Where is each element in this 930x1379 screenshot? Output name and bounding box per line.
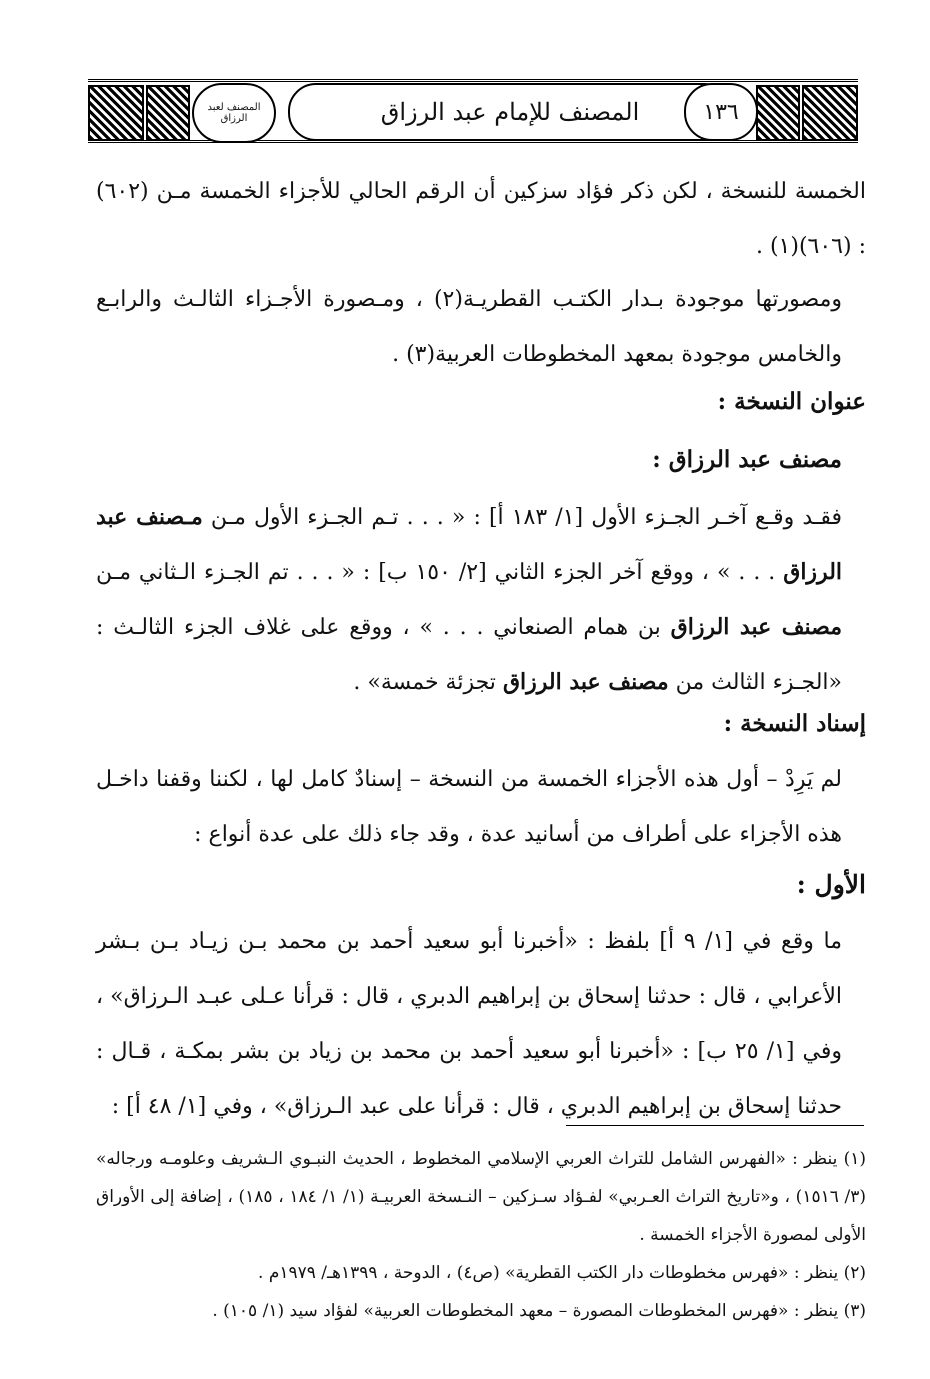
paragraph-title-section — [96, 490, 866, 710]
paragraph-2 — [96, 272, 866, 382]
heading-first — [96, 870, 866, 899]
subheading-musannaf-text: مصنف عبد الرزاق : — [652, 446, 842, 473]
ornament-left-inner-icon — [146, 85, 190, 141]
footnote-2: (٢) ينظر : «فهرس مخطوطات دار الكتب القطرية» (ص٤) ، الدوحة ، ١٣٩٩هـ/ ١٩٧٩م . — [258, 1263, 866, 1283]
title-section-part-3: بن همام الصنعاني . . . » ، ووقع على غلاف الجزء الثالـث : «الجـزء الثالث من — [96, 615, 842, 695]
ornament-left-icon — [88, 85, 144, 141]
title-section-part-4: تجزئة خمسة» . — [353, 670, 503, 695]
paragraph-first-text: ما وقع في [١/ ٩ أ] بلفظ : «أخبرنا أبو سعيد أحمد بن محمد بـن زيـاد بـن بـشر الأعرابي ، قال : حدثنا إسحاق بن إبراهيم الدبري ، قال : قرأنا عـلى عبـد الـرزاق» ، وفي [١/ ٢٥ ب] : «أخبرنا أبو سعيد أحمد بن محمد بن زياد بن بشر بمكـة ، قـال : حدثنا إسحاق بن إبراهيم الدبري ، قال : قرأنا على عبد الـرزاق» ، وفي [١/ ٤٨ أ] : — [96, 929, 843, 1119]
paragraph-1 — [96, 164, 866, 274]
footnote-divider — [566, 1125, 864, 1126]
title-section-part-2: . . . » ، ووقع آخر الجزء الثاني [٢/ ١٥٠ ب] : « . . . تم الجـزء الـثاني مـن — [96, 560, 784, 585]
header-title-cartouche — [288, 83, 732, 141]
paragraph-1-text: الخمسة للنسخة ، لكن ذكر فؤاد سزكين أن الرقم الحالي للأجزاء الخمسة مـن (٦٠٢) : (٦٠٦)(١) . — [96, 179, 866, 259]
page-number: ١٣٦ — [703, 99, 739, 125]
header-title: المصنف للإمام عبد الرزاق — [380, 98, 640, 126]
paragraph-2-text: ومصورتها موجودة بـدار الكتـب القطريـة(٢) ، ومـصورة الأجـزاء الثالـث والرابـع والخامس موجودة بمعهد المخطوطات العربية(٣) . — [96, 287, 842, 367]
title-section-part-1: فقـد وقـع آخـر الجـزء الأول [١/ ١٨٣ أ] : « . . . تـم الجـزء الأول مـن — [202, 505, 843, 530]
heading-title-of-copy-text: عنوان النسخة : — [717, 388, 866, 415]
heading-first-text: الأول : — [796, 870, 866, 899]
book-seal — [192, 83, 276, 143]
subheading-musannaf — [96, 446, 866, 473]
paragraph-isnad-text: لم يَرِدْ – أول هذه الأجزاء الخمسة من النسخة – إسنادٌ كامل لها ، لكننا وقفنا داخـل هذه الأجزاء على أطراف من أسانيد عدة ، وقد جاء ذلك على عدة أنواع : — [96, 767, 842, 847]
heading-title-of-copy — [96, 388, 866, 415]
paragraph-isnad — [96, 752, 866, 862]
ornament-right-icon — [802, 85, 858, 141]
title-section-bold-3: مصنف عبد الرزاق — [502, 669, 669, 695]
paragraph-title-section-text — [96, 490, 866, 710]
seal-text: المصنف لعبد الرزاق — [207, 102, 261, 124]
heading-isnad-text: إسناد النسخة : — [723, 710, 866, 737]
page-number-cartouche — [684, 83, 758, 141]
title-section-bold-2: مصنف عبد الرزاق — [670, 614, 843, 640]
page-header — [88, 79, 858, 143]
paragraph-first — [96, 914, 866, 1134]
footnotes — [96, 1140, 866, 1330]
title-section-bold-1: مـصنف عبد الرزاق — [96, 504, 843, 585]
heading-isnad — [96, 710, 866, 737]
footnote-1: (١) ينظر : «الفهرس الشامل للتراث العربي الإسلامي المخطوط ، الحديث النبـوي الـشريف وعلومـه ورجاله» (٣/ ١٥١٦) ، و«تاريخ التراث العـربي» لفـؤاد سـزكين – النـسخة العربيـة (١/ ١/ ١٨٤ ، ١٨٥) ، إضافة إلى الأوراق الأولى لمصورة الأجزاء الخمسة . — [96, 1149, 867, 1245]
footnote-3: (٣) ينظر : «فهرس المخطوطات المصورة – معهد المخطوطات العربية» لفؤاد سيد (١/ ١٠٥) . — [212, 1301, 866, 1321]
ornament-right-inner-icon — [756, 85, 800, 141]
